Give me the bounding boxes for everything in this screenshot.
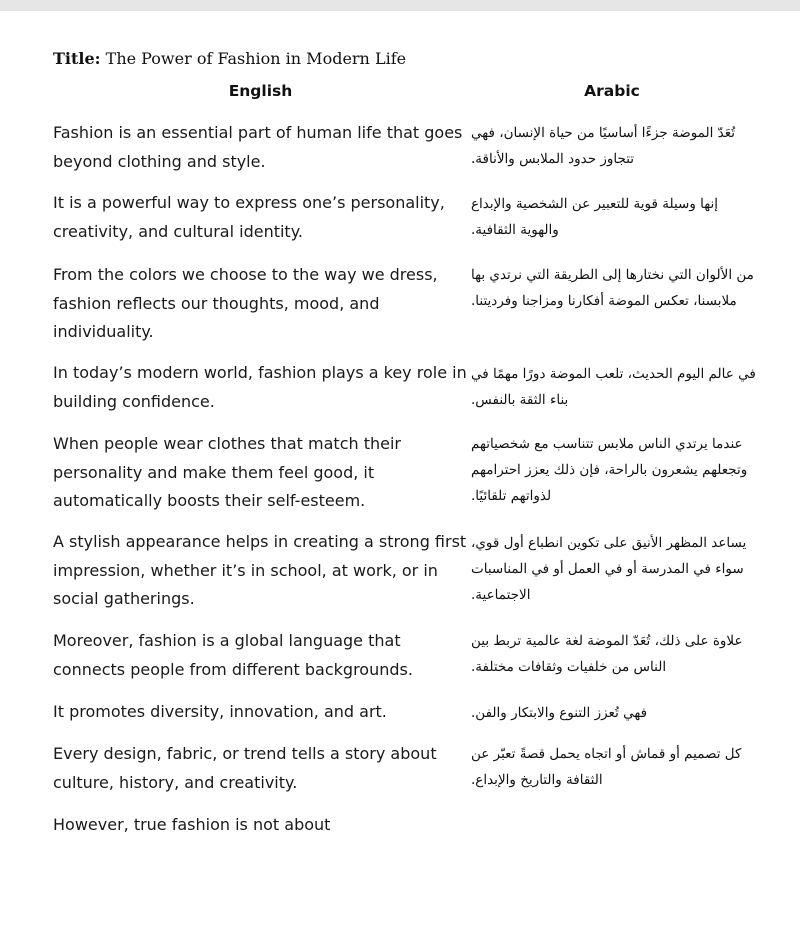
column-header-english: English bbox=[228, 82, 293, 100]
arabic-cell: علاوة على ذلك، تُعَدّ الموضة لغة عالمية تربط بين الناس من خلفيات وثقافات مختلفة. bbox=[471, 633, 743, 675]
arabic-cell: فهي تُعزز التنوع والابتكار والفن. bbox=[471, 705, 648, 721]
english-cell: From the colors we choose to the way we dress, fashion reflects our thoughts, mood, and individuality. bbox=[53, 265, 438, 341]
arabic-cell: عندما يرتدي الناس ملابس تتناسب مع شخصياتهم وتجعلهم يشعرون بالراحة، فإن ذلك يعزز احترامهم لذواتهم تلقائيًا. bbox=[471, 436, 748, 504]
document-title bbox=[53, 48, 406, 70]
english-cell: It promotes diversity, innovation, and art. bbox=[53, 702, 387, 721]
english-cell: Fashion is an essential part of human life that goes beyond clothing and style. bbox=[53, 123, 463, 171]
arabic-cell: من الألوان التي نختارها إلى الطريقة التي نرتدي بها ملابسنا، تعكس الموضة أفكارنا ومزاجنا وفرديتنا. bbox=[471, 267, 754, 309]
english-cell: It is a powerful way to express one’s personality, creativity, and cultural identity. bbox=[53, 193, 445, 241]
english-cell: However, true fashion is not about bbox=[53, 815, 331, 834]
title-text: The Power of Fashion in Modern Life bbox=[105, 49, 407, 68]
arabic-cell: إنها وسيلة قوية للتعبير عن الشخصية والإبداع والهوية الثقافية. bbox=[471, 196, 718, 238]
title-label: Title: bbox=[53, 49, 101, 68]
arabic-cell: في عالم اليوم الحديث، تلعب الموضة دورًا مهمًا في بناء الثقة بالنفس. bbox=[471, 366, 756, 408]
arabic-cell: كل تصميم أو قماش أو اتجاه يحمل قصةً تعبّر عن الثقافة والتاريخ والإبداع. bbox=[471, 746, 742, 788]
english-cell: Every design, fabric, or trend tells a story about culture, history, and creativity. bbox=[53, 744, 437, 792]
english-cell: When people wear clothes that match their personality and make them feel good, it automatically boosts their self-esteem. bbox=[53, 434, 402, 510]
column-header-arabic: Arabic bbox=[584, 82, 640, 100]
english-cell: In today’s modern world, fashion plays a key role in building confidence. bbox=[53, 363, 467, 411]
viewer-top-bar bbox=[0, 0, 800, 11]
arabic-cell: تُعَدّ الموضة جزءًا أساسيًا من حياة الإنسان، فهي تتجاوز حدود الملابس والأناقة. bbox=[471, 125, 735, 167]
arabic-cell: يساعد المظهر الأنيق على تكوين انطباع أول قوي، سواء في المدرسة أو في العمل أو في المناسبات الاجتماعية. bbox=[471, 535, 747, 603]
english-cell: A stylish appearance helps in creating a strong first impression, whether it’s in school, at work, or in social gatherings. bbox=[53, 532, 467, 608]
english-cell: Moreover, fashion is a global language that connects people from different backgrounds. bbox=[53, 631, 413, 679]
